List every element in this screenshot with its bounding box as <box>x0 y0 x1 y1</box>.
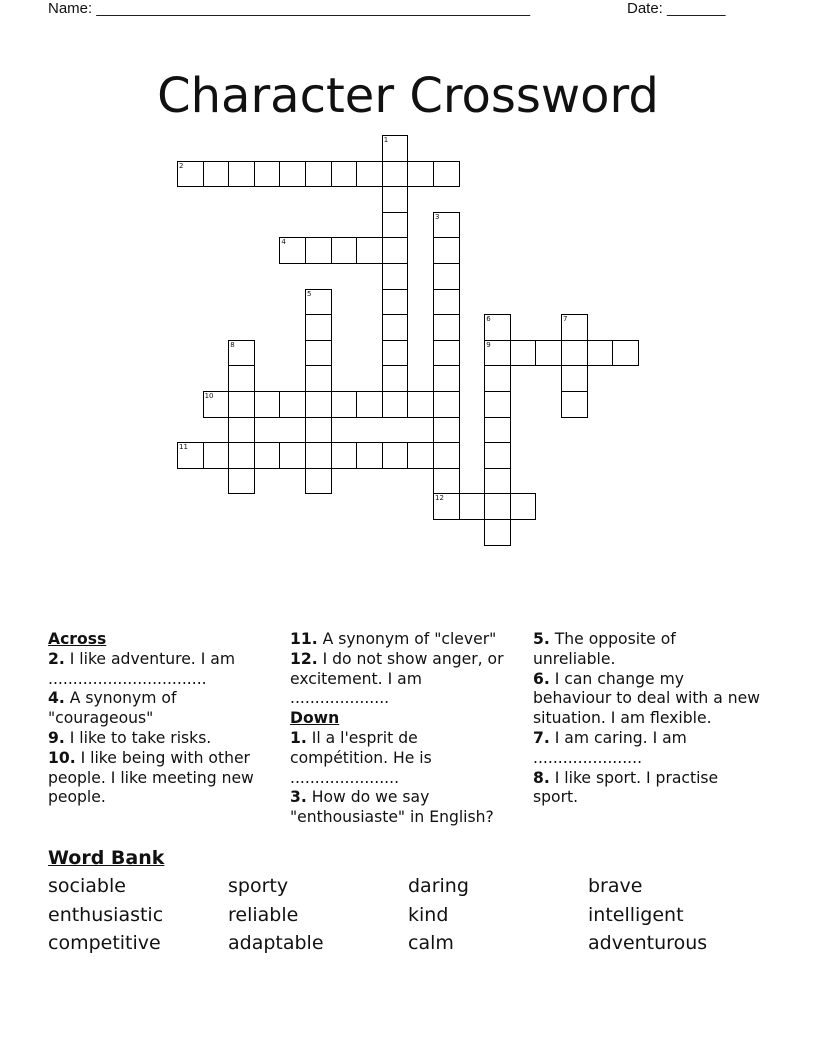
crossword-cell[interactable] <box>484 519 511 546</box>
crossword-cell[interactable] <box>407 161 434 188</box>
across-heading: Across <box>48 630 107 648</box>
clue-number-label: 9. <box>48 728 65 747</box>
clue-item <box>290 788 520 828</box>
page-title: Character Crossword <box>157 68 659 125</box>
crossword-cell[interactable] <box>433 468 460 495</box>
crossword-cell[interactable] <box>433 314 460 341</box>
word-bank-word: enthusiastic <box>48 903 164 926</box>
crossword-cell[interactable] <box>305 365 332 392</box>
word-bank-word: intelligent <box>588 903 684 926</box>
crossword-cell[interactable] <box>382 135 409 162</box>
clue-text: I am caring. I am ...................... <box>533 728 687 767</box>
crossword-cell[interactable] <box>177 161 204 188</box>
crossword-cell[interactable] <box>433 417 460 444</box>
crossword-cell[interactable] <box>279 237 306 264</box>
clue-text: The opposite of unreliable. <box>533 630 676 668</box>
crossword-cell[interactable] <box>433 493 460 520</box>
clues-column-2 <box>290 630 520 828</box>
word-bank-word: adaptable <box>228 932 324 954</box>
crossword-cell[interactable] <box>228 468 255 495</box>
word-bank-word: competitive <box>48 932 161 954</box>
clue-text: A synonym of "clever" <box>317 630 497 648</box>
clue-item <box>533 769 763 809</box>
name-field-label: Name: ____________________________________________________ <box>48 0 531 17</box>
crossword-cell[interactable] <box>484 340 511 367</box>
clue-number-label: 3. <box>290 788 307 807</box>
clue-number: 10 <box>204 392 214 400</box>
crossword-cell[interactable] <box>254 391 281 418</box>
crossword-cell[interactable] <box>356 237 383 264</box>
crossword-cell[interactable] <box>254 442 281 469</box>
crossword-cell[interactable] <box>382 365 409 392</box>
clue-item <box>48 749 284 808</box>
clues-column-1 <box>48 630 284 808</box>
crossword-cell[interactable] <box>407 442 434 469</box>
crossword-cell[interactable] <box>356 442 383 469</box>
crossword-cell[interactable] <box>510 493 537 520</box>
crossword-cell[interactable] <box>254 161 281 188</box>
clue-text: I like adventure. I am ................................ <box>48 649 236 688</box>
crossword-cell[interactable] <box>484 468 511 495</box>
crossword-cell[interactable] <box>382 314 409 341</box>
crossword-cell[interactable] <box>561 391 588 418</box>
crossword-cell[interactable] <box>279 442 306 469</box>
crossword-cell[interactable] <box>433 442 460 469</box>
crossword-cell[interactable] <box>203 161 230 188</box>
clue-text: A synonym of "courageous" <box>48 689 177 728</box>
crossword-cell[interactable] <box>459 493 486 520</box>
crossword-cell[interactable] <box>382 263 409 290</box>
clue-number: 3 <box>435 212 440 221</box>
crossword-cell[interactable] <box>305 391 332 418</box>
clue-text: I can change my behaviour to deal with a new situation. I am flexible. <box>533 669 761 728</box>
crossword-cell[interactable] <box>228 365 255 392</box>
crossword-cell[interactable] <box>382 340 409 367</box>
crossword-cell[interactable] <box>484 442 511 469</box>
clue-number-label: 5. <box>533 630 550 648</box>
word-bank-title: Word Bank <box>48 847 165 869</box>
clue-item <box>48 729 284 749</box>
clue-number: 11 <box>179 443 188 452</box>
crossword-cell[interactable] <box>433 365 460 392</box>
crossword-cell[interactable] <box>433 263 460 290</box>
crossword-cell[interactable] <box>305 314 332 341</box>
crossword-cell[interactable] <box>279 161 306 188</box>
crossword-cell[interactable] <box>382 186 409 213</box>
crossword-cell[interactable] <box>331 442 358 469</box>
crossword-cell[interactable] <box>382 442 409 469</box>
clue-text: I like sport. I practise sport. <box>533 768 719 807</box>
clue-number: 2 <box>179 161 184 170</box>
word-bank-word: sociable <box>48 875 126 897</box>
crossword-cell[interactable] <box>228 417 255 444</box>
crossword-cell[interactable] <box>510 340 537 367</box>
crossword-cell[interactable] <box>433 212 460 239</box>
clue-number-label: 11. <box>290 630 318 648</box>
clue-number-label: 6. <box>533 669 550 688</box>
crossword-cell[interactable] <box>433 340 460 367</box>
word-bank-word: daring <box>408 875 469 897</box>
crossword-cell[interactable] <box>484 417 511 444</box>
clue-number-label: 12. <box>290 649 318 668</box>
clue-number: 4 <box>281 238 286 247</box>
down-heading: Down <box>290 709 340 728</box>
clue-item <box>533 670 763 729</box>
crossword-cell[interactable] <box>356 161 383 188</box>
clue-text: Il a l'esprit de compétition. He is ...................... <box>290 728 432 787</box>
crossword-cell[interactable] <box>203 442 230 469</box>
clue-number: 9 <box>486 340 491 349</box>
clue-number-label: 2. <box>48 649 65 668</box>
word-bank-word: brave <box>588 875 643 897</box>
crossword-cell[interactable] <box>433 237 460 264</box>
crossword-cell[interactable] <box>484 493 511 520</box>
crossword-cell[interactable] <box>228 161 255 188</box>
crossword-cell[interactable] <box>561 365 588 392</box>
clue-item <box>533 630 763 670</box>
clue-number: 8 <box>230 340 235 349</box>
crossword-cell[interactable] <box>331 161 358 188</box>
crossword-cell[interactable] <box>382 289 409 316</box>
crossword-cell[interactable] <box>305 161 332 188</box>
crossword-cell[interactable] <box>535 340 562 367</box>
clue-item <box>48 650 284 690</box>
crossword-cell[interactable] <box>561 340 588 367</box>
crossword-cell[interactable] <box>331 237 358 264</box>
clue-text: I like to take risks. <box>64 728 212 747</box>
clue-number-label: 8. <box>533 768 550 787</box>
clue-number-label: 1. <box>290 728 307 747</box>
crossword-cell[interactable] <box>305 237 332 264</box>
crossword-cell[interactable] <box>228 340 255 367</box>
clue-item <box>48 689 284 729</box>
clue-item <box>290 630 520 650</box>
crossword-cell[interactable] <box>484 314 511 341</box>
crossword-cell[interactable] <box>382 237 409 264</box>
clue-text: How do we say "enthousiaste" in English? <box>290 788 494 827</box>
word-bank-word: sporty <box>228 875 289 897</box>
word-bank-word: calm <box>408 932 454 954</box>
crossword-cell[interactable] <box>331 391 358 418</box>
crossword-cell[interactable] <box>305 289 332 316</box>
clue-number-label: 7. <box>533 728 550 747</box>
crossword-cell[interactable] <box>561 314 588 341</box>
date-field-label: Date: _______ <box>627 0 726 17</box>
crossword-cell[interactable] <box>228 442 255 469</box>
crossword-cell[interactable] <box>407 391 434 418</box>
clues-column-3 <box>533 630 763 808</box>
clue-number: 12 <box>435 494 444 503</box>
crossword-cell[interactable] <box>433 391 460 418</box>
clue-text: I like being with other people. I like meeting new people. <box>48 748 254 807</box>
crossword-cell[interactable] <box>433 289 460 316</box>
word-bank-word: reliable <box>228 903 299 926</box>
crossword-cell[interactable] <box>356 391 383 418</box>
crossword-cell[interactable] <box>305 442 332 469</box>
clue-item <box>533 729 763 769</box>
clue-number: 1 <box>383 136 389 144</box>
crossword-cell[interactable] <box>177 442 204 469</box>
crossword-cell[interactable] <box>433 161 460 188</box>
clue-number: 6 <box>486 315 491 324</box>
clue-number-label: 10. <box>48 748 76 767</box>
crossword-cell[interactable] <box>382 161 409 188</box>
clue-number: 5 <box>307 289 312 298</box>
crossword-cell[interactable] <box>484 365 511 392</box>
crossword-cell[interactable] <box>279 391 306 418</box>
crossword-cell[interactable] <box>612 340 639 367</box>
crossword-cell[interactable] <box>228 391 255 418</box>
word-bank-word: kind <box>408 903 449 926</box>
crossword-cell[interactable] <box>382 212 409 239</box>
clue-item <box>290 650 520 709</box>
crossword-cell[interactable] <box>484 391 511 418</box>
crossword-cell[interactable] <box>203 391 230 418</box>
crossword-cell[interactable] <box>305 340 332 367</box>
crossword-cell[interactable] <box>382 391 409 418</box>
crossword-cell[interactable] <box>305 468 332 495</box>
crossword-cell[interactable] <box>305 417 332 444</box>
clue-text: I do not show anger, or excitement. I am .................... <box>290 649 504 708</box>
clue-number: 7 <box>563 315 568 324</box>
word-bank-word: adventurous <box>588 932 708 954</box>
crossword-cell[interactable] <box>587 340 614 367</box>
clue-number-label: 4. <box>48 689 65 708</box>
clue-item <box>290 729 520 788</box>
